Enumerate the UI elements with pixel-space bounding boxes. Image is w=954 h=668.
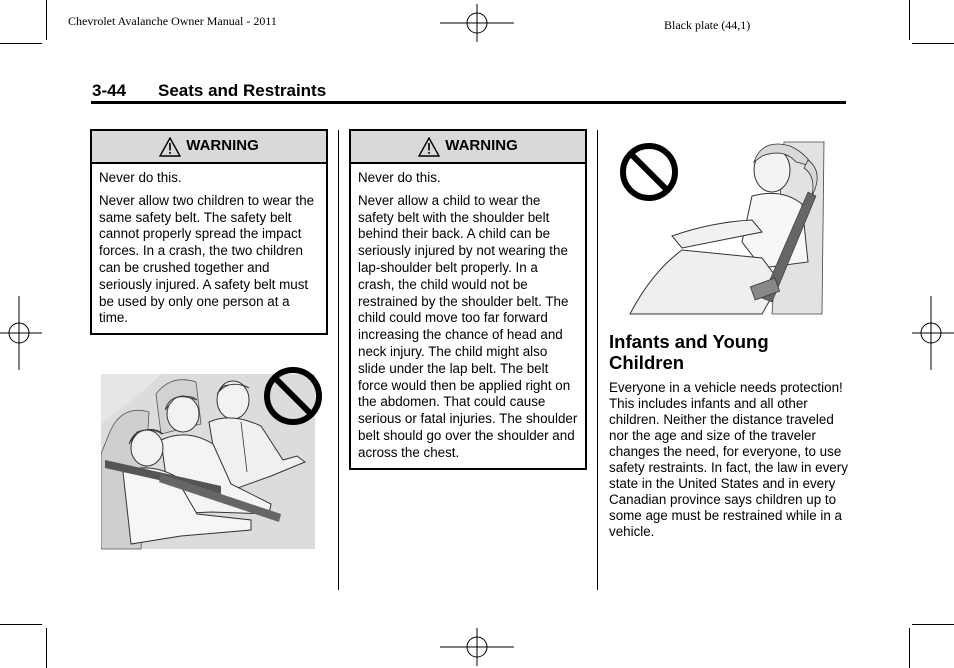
crop-mark [912, 43, 954, 44]
crop-mark [0, 624, 42, 625]
warning-box-two-children [90, 129, 328, 335]
warning-text: Never do this. [99, 170, 182, 185]
crop-mark [0, 43, 42, 44]
running-header-left: Chevrolet Avalanche Owner Manual - 2011 [68, 14, 277, 28]
registration-mark-icon [912, 296, 954, 370]
column-divider [338, 130, 339, 590]
warning-triangle-icon [159, 137, 181, 157]
infants-paragraph: Everyone in a vehicle needs protection! This includes infants and all other children. Neither the distance traveled nor the age and size of the traveler changes the need, for everyone, to use safety restraints. In fact, the law in every state in the United States and in every Canadian province says children up to some age must be restrained while in a vehicle. [609, 380, 848, 539]
registration-mark-icon [440, 4, 514, 42]
heading-rule [91, 101, 846, 104]
warning-body [351, 164, 585, 468]
crop-mark [46, 628, 47, 668]
page-number: 3-44 [92, 81, 127, 100]
warning-body [92, 164, 326, 333]
warning-label: WARNING [445, 137, 518, 155]
running-header-right: Black plate (44,1) [664, 18, 751, 32]
warning-text: Never do this. [358, 170, 441, 185]
section-title: Seats and Restraints [158, 81, 327, 100]
section-heading [92, 81, 326, 101]
illustration-two-children-one-belt [101, 364, 325, 550]
warning-text: Never allow a child to wear the safety belt with the shoulder belt behind their back. A child can be seriously injured by not wearing the lap-shoulder belt properly. In a crash, the child would not be restrained by the shoulder belt. The child could move too far forward increasing the chance of head and neck injury. The child might also slide under the lap belt. The belt force would then be applied right on the abdomen. That could cause serious or fatal injuries. The shoulder belt should go over the shoulder and across the chest. [358, 192, 578, 460]
warning-heading [92, 131, 326, 164]
column-divider [597, 130, 598, 590]
warning-box-shoulder-belt [349, 129, 587, 470]
infants-heading: Infants and Young Children [609, 331, 769, 373]
crop-mark [909, 0, 910, 40]
warning-label: WARNING [186, 137, 259, 155]
warning-heading [351, 131, 585, 164]
illustration-shoulder-belt-behind-back [612, 132, 826, 318]
warning-text: Never allow two children to wear the same safety belt. The safety belt cannot properly spread the impact forces. In a crash, the two children can be crushed together and seriously injured. A safety belt must be used by only one person at a time. [99, 192, 315, 326]
warning-triangle-icon [418, 137, 440, 157]
crop-mark [46, 0, 47, 40]
registration-mark-icon [0, 296, 42, 370]
registration-mark-icon [440, 628, 514, 666]
crop-mark [909, 628, 910, 668]
crop-mark [912, 624, 954, 625]
